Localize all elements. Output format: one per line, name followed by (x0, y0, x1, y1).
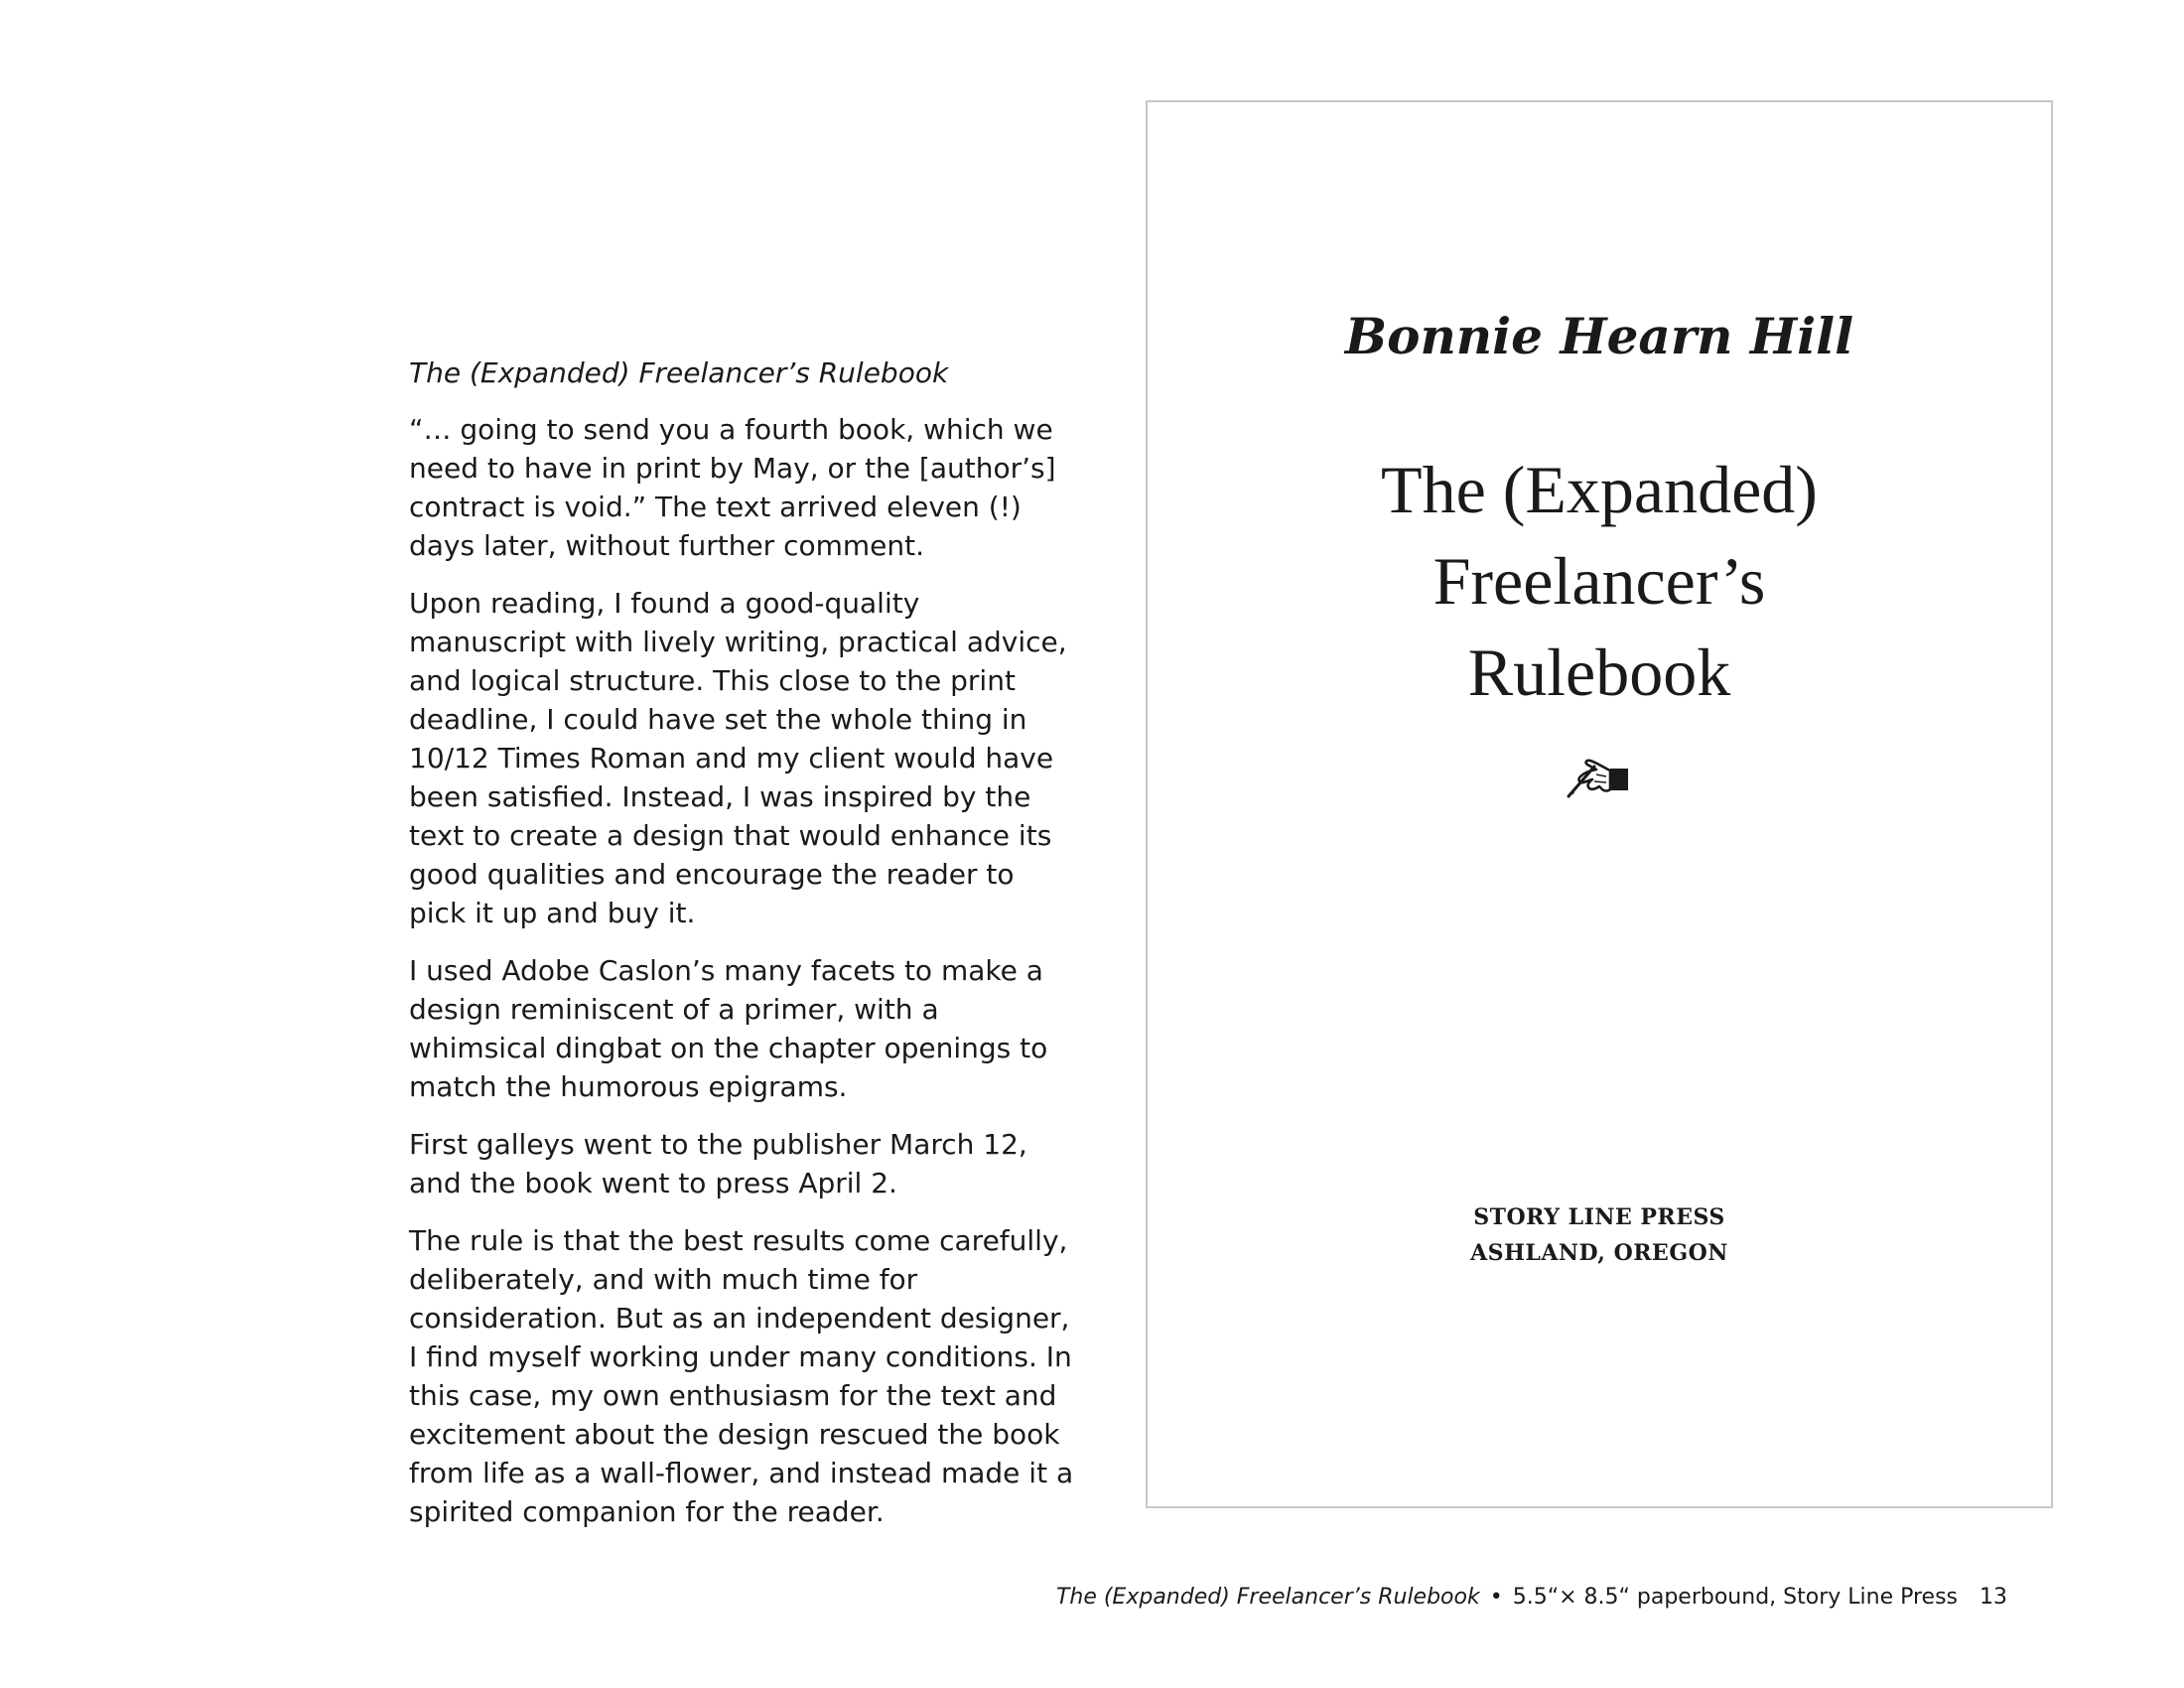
title-page-frame (1146, 100, 2053, 1508)
footer-caption (1056, 1585, 2007, 1610)
book-title (1148, 444, 2051, 718)
body-paragraph-3: I used Adobe Caslon’s many facets to make a design reminiscent of a primer, with a whimsical dingbat on the chapter openings to match the humorous epigrams. (409, 954, 1048, 1103)
left-text-column (409, 353, 1076, 1550)
publisher-location: ASHLAND, OREGON (1470, 1240, 1728, 1266)
footer-details: 5.5“× 8.5“ paperbound, Story Line Press (1512, 1585, 1958, 1610)
writing-hand-icon (1148, 749, 2051, 804)
body-paragraph-2: Upon reading, I found a good-quality manuscript with lively writing, practical advice, and logical structure. This close to the print deadline, I could have set the whole thing in 10/12 Times Roman and my client would have been satisfied. Instead, I was inspired by the text to create a design that would enhance its good qualities and encourage the reader to pick it up and buy it. (409, 587, 1067, 929)
footer-separator: • (1489, 1585, 1503, 1610)
body-paragraph-5: The rule is that the best results come carefully, deliberately, and with much time for consideration. But as an independent designer, I find myself working under many conditions. In this case, my own enthusiasm for the text and excitement about the design rescued the book from life as a wall-flower, and instead made it a spirited companion for the reader. (409, 1224, 1074, 1528)
body-paragraph-1: “… going to send you a fourth book, which we need to have in print by May, or the [author’s] contract is void.” The text arrived eleven (!) days later, without further comment. (409, 413, 1056, 562)
book-title-line-2: Freelancer’s (1433, 543, 1766, 619)
running-title: The (Expanded) Freelancer’s Rulebook (409, 356, 949, 389)
author-name: Bonnie Hearn Hill (1344, 307, 1854, 365)
page-number: 13 (1979, 1585, 2007, 1610)
footer-book-title: The (Expanded) Freelancer’s Rulebook (1055, 1585, 1480, 1610)
publisher-name: STORY LINE PRESS (1473, 1204, 1725, 1230)
book-title-line-1: The (Expanded) (1381, 452, 1818, 527)
body-paragraph-4: First galleys went to the publisher March 12, and the book went to press April 2. (409, 1128, 1027, 1199)
publisher-block (1148, 1199, 2051, 1271)
book-title-line-3: Rulebook (1467, 634, 1731, 710)
